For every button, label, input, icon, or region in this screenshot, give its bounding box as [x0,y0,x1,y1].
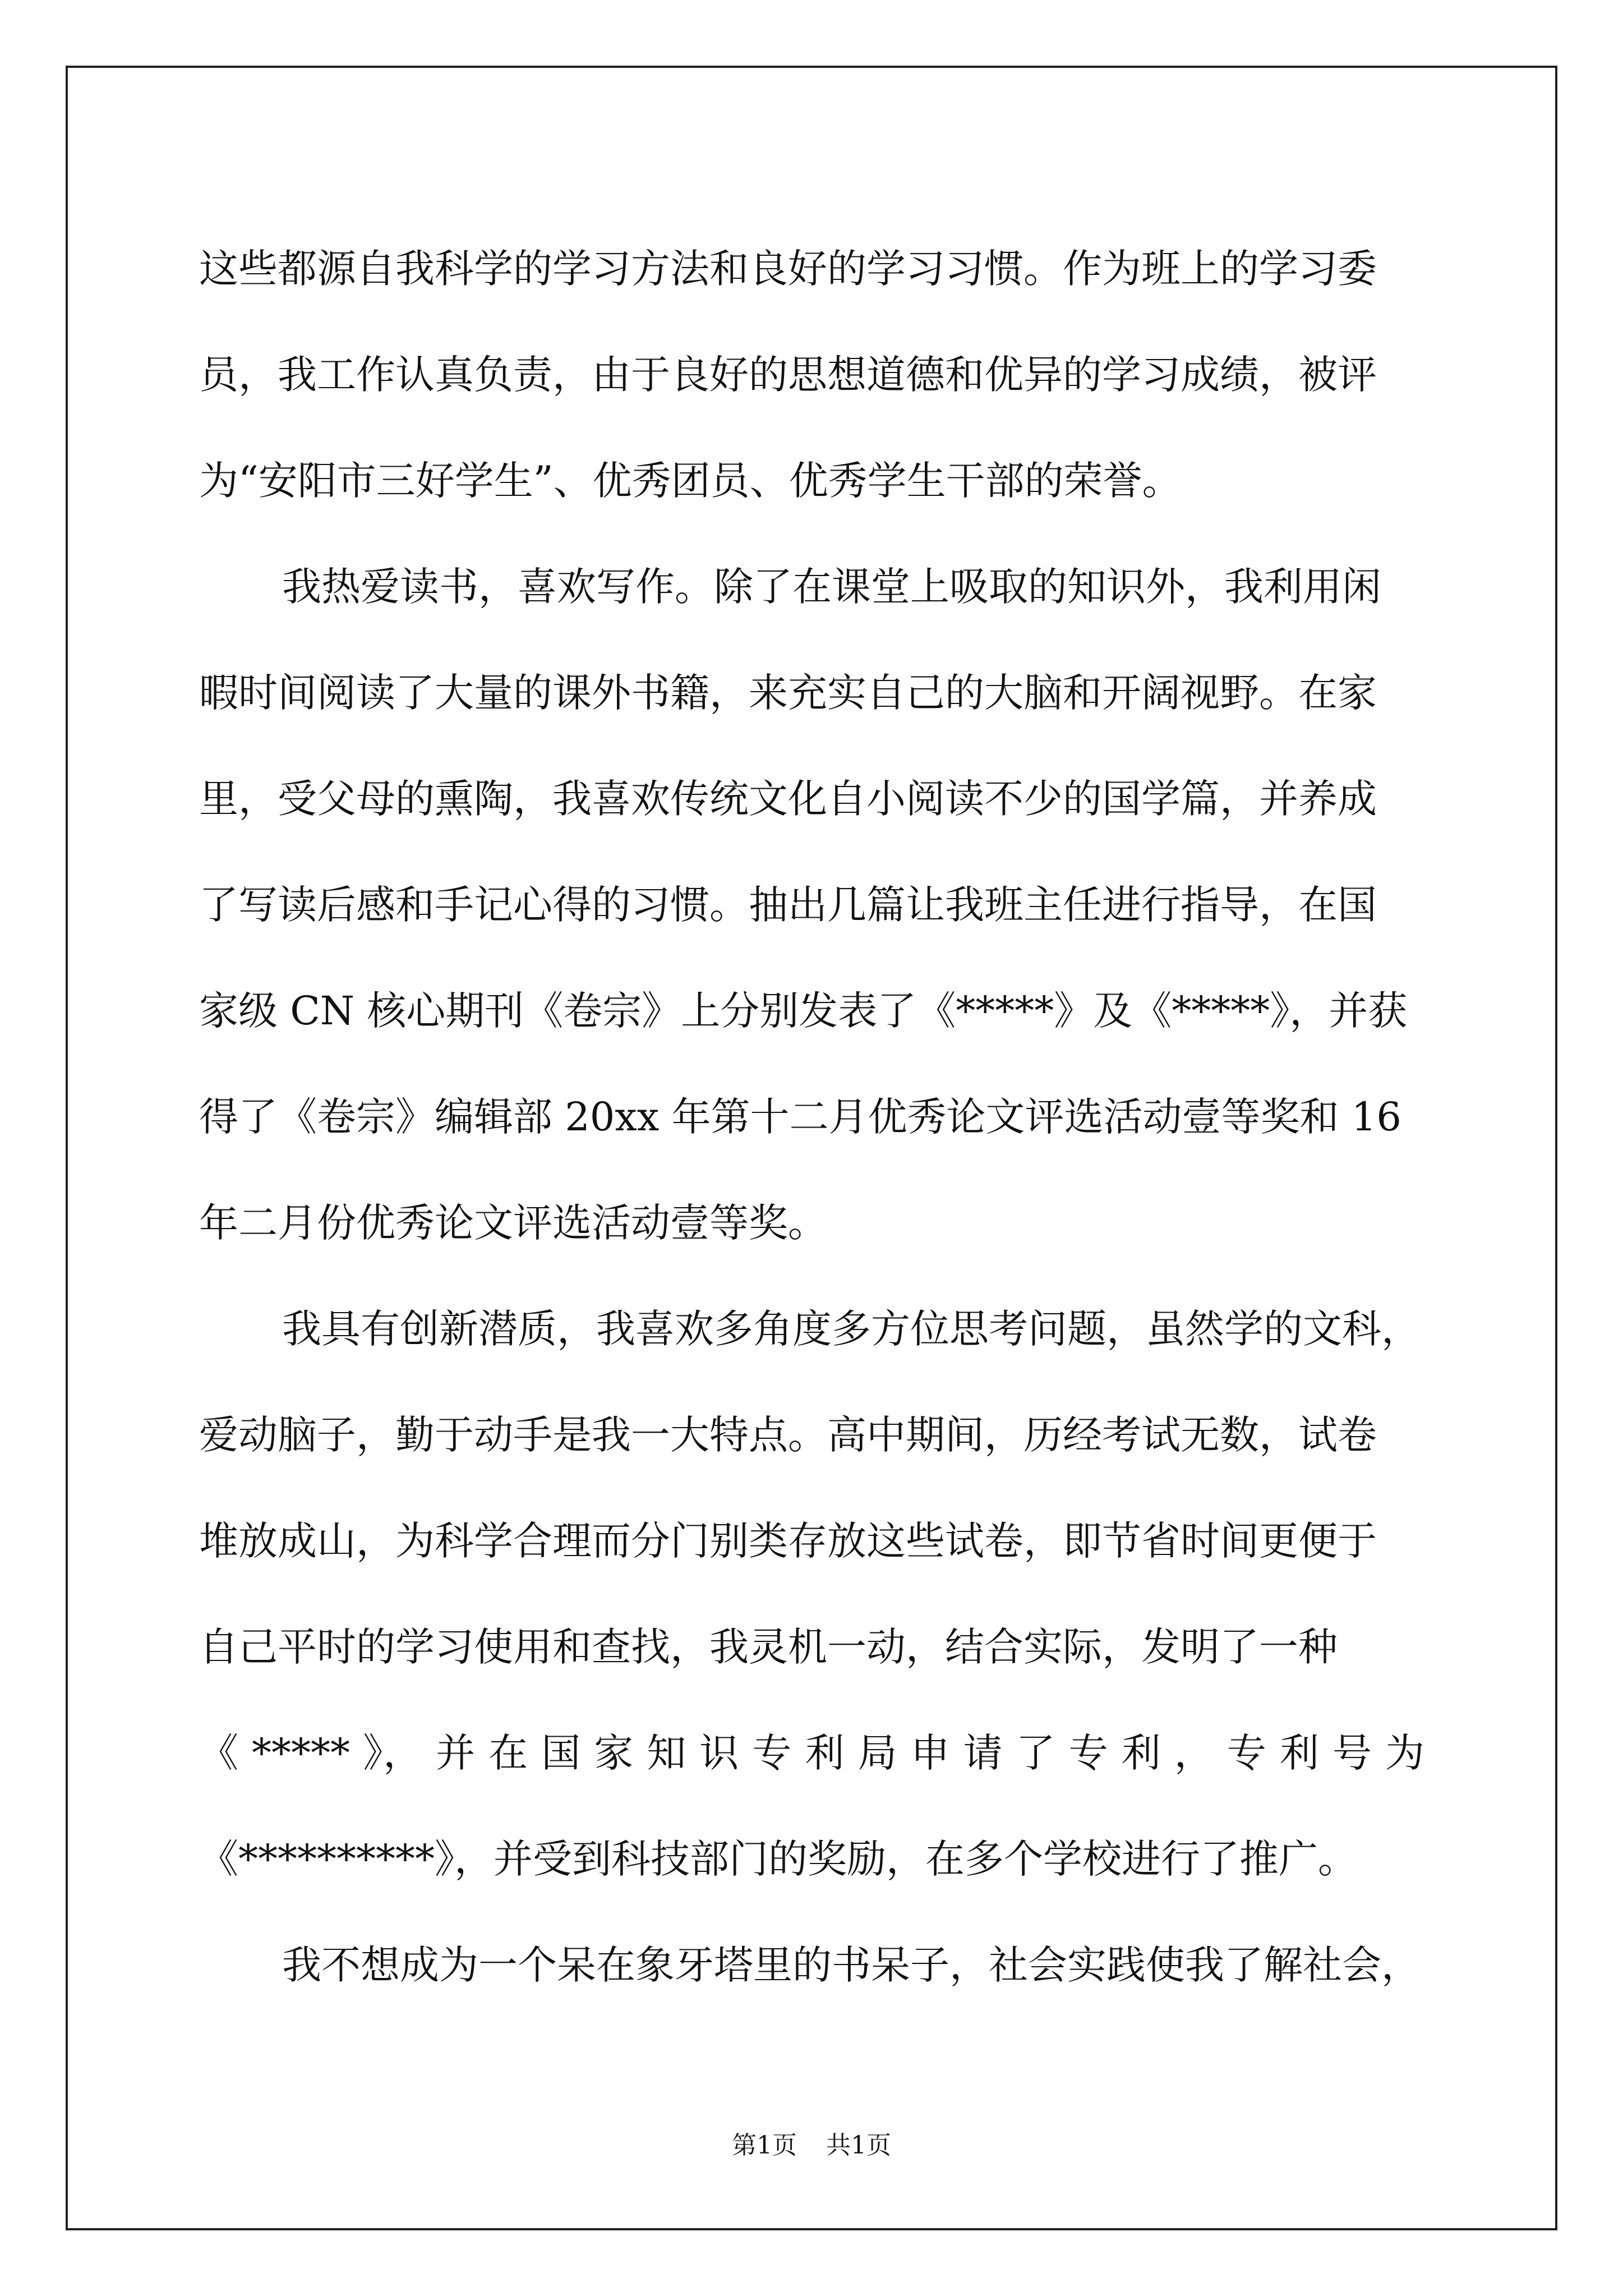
text-line: 了写读后感和手记心得的习惯。抽出几篇让我班主任进行指导，在国 [199,882,1377,928]
paragraph-start-line: 我热爱读书，喜欢写作。除了在课堂上吸取的知识外，我利用闲 [282,564,1381,610]
text-line: 堆放成山，为科学合理而分门别类存放这些试卷，即节省时间更便于 [199,1518,1377,1564]
text-line: 年二月份优秀论文评选活动壹等奖。 [199,1200,827,1246]
document-body [199,216,1424,2018]
text-line: 《**********》，并受到科技部门的奖励，在多个学校进行了推广。 [199,1836,1357,1882]
text-line: 这些都源自我科学的学习方法和良好的学习习惯。作为班上的学习委 [199,246,1377,292]
paragraph-start-line: 我不想成为一个呆在象牙塔里的书呆子，社会实践使我了解社会， [282,1942,1421,1988]
page-footer [0,2129,1623,2162]
paragraph-start-line: 我具有创新潜质，我喜欢多角度多方位思考问题，虽然学的文科， [282,1306,1421,1352]
text-line: 《 ***** 》， 并 在 国 家 知 识 专 利 局 申 请 了 专 利 ， 专 利 号 为 [199,1730,1424,1776]
text-line: 得了《卷宗》编辑部 20xx 年第十二月优秀论文评选活动壹等奖和 16 [199,1094,1401,1140]
text-line: 员，我工作认真负责，由于良好的思想道德和优异的学习成绩，被评 [199,352,1377,398]
text-line: 自己平时的学习使用和查找，我灵机一动，结合实际，发明了一种 [199,1624,1338,1670]
page-total: 共1页 [826,2131,891,2160]
page-number: 第1页 [732,2131,797,2160]
text-line: 家级 CN 核心期刊《卷宗》上分别发表了《*****》及《*****》，并获 [199,988,1408,1034]
text-line: 里，受父母的熏陶，我喜欢传统文化自小阅读不少的国学篇，并养成 [199,776,1377,822]
text-line: 为“安阳市三好学生”、优秀团员、优秀学生干部的荣誉。 [199,458,1182,504]
text-line: 爱动脑子，勤于动手是我一大特点。高中期间，历经考试无数，试卷 [199,1412,1377,1458]
text-line: 暇时间阅读了大量的课外书籍，来充实自己的大脑和开阔视野。在家 [199,670,1377,716]
